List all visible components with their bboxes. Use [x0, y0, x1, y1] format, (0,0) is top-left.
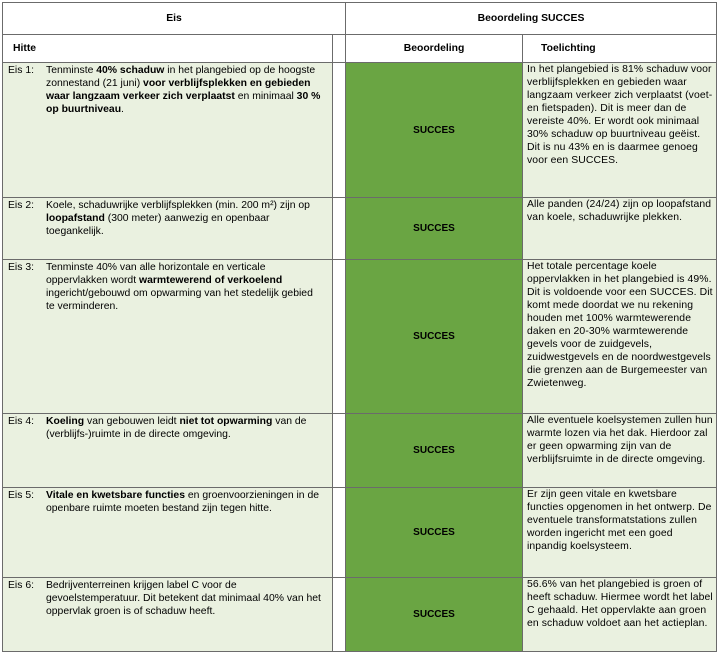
requirement-text-emphasis: Vitale en kwetsbare functies: [46, 490, 185, 501]
requirement-cell: [3, 488, 333, 578]
spacer-cell: [333, 198, 346, 260]
requirement-cell: [3, 63, 333, 198]
score-badge: SUCCES: [346, 198, 523, 260]
requirement-text-fragment: van gebouwen leidt: [84, 416, 180, 427]
spacer-cell: [333, 35, 346, 63]
requirement-text-emphasis: Koeling: [46, 416, 85, 427]
table-row: [3, 578, 717, 652]
requirement-text: [46, 489, 324, 515]
requirement-text-emphasis: niet tot opwarming: [179, 416, 273, 427]
table-row: [3, 488, 717, 578]
requirement-label: Eis 3:: [8, 262, 34, 273]
requirement-cell: [3, 578, 333, 652]
table-row: [3, 260, 717, 414]
spacer-cell: [333, 488, 346, 578]
spacer-cell: [333, 414, 346, 488]
table-row: [3, 414, 717, 488]
explanation-text: Er zijn geen vitale en kwetsbare functies opgenomen in het ontwerp. De eventuele transformatstations zullen worden ingericht met een goed inpandig koelsysteem.: [523, 488, 717, 578]
requirement-label: Eis 4:: [8, 416, 34, 427]
requirement-cell: [3, 414, 333, 488]
requirement-text-fragment: en groenvoorzieningen in de openbare ruimte moeten bestand zijn tegen hitte.: [46, 490, 320, 514]
requirement-text-emphasis: 30 % op buurtniveau: [46, 91, 321, 115]
requirement-text-fragment: Bedrijventerreinen krijgen label C voor de gevoelstemperatuur. Dit betekent dat minimaal 40% van het oppervlak groen is of schaduw heeft.: [46, 580, 321, 617]
requirement-text-fragment: van de (verblijfs-)ruimte in de directe omgeving.: [46, 416, 307, 440]
spacer-cell: [333, 578, 346, 652]
requirement-text-fragment: in het plangebied op de hoogste zonnestand (21 juni): [46, 65, 316, 89]
score-badge: SUCCES: [346, 488, 523, 578]
requirement-text: [46, 415, 324, 441]
requirement-text-fragment: Koele, schaduwrijke verblijfsplekken (min. 200 m²) zijn op: [46, 200, 310, 211]
requirement-text-emphasis: 40% schaduw: [96, 65, 165, 76]
requirement-text: [46, 261, 324, 313]
score-badge: SUCCES: [346, 63, 523, 198]
requirement-text-emphasis: loopafstand: [46, 213, 105, 224]
requirement-text-fragment: (300 meter) aanwezig en openbaar toegankelijk.: [46, 213, 270, 237]
requirement-text-emphasis: voor verblijfsplekken en gebieden waar langzaam verkeer zich verplaatst: [46, 78, 311, 102]
requirement-text-emphasis: warmtewerend of verkoelend: [139, 275, 283, 286]
column-header-beoordeling-succes: Beoordeling SUCCES: [346, 3, 717, 35]
table-row: [3, 198, 717, 260]
score-badge: SUCCES: [346, 260, 523, 414]
requirement-text-fragment: ingericht/gebouwd om opwarming van het stedelijk gebied te verminderen.: [46, 288, 313, 312]
score-badge: SUCCES: [346, 578, 523, 652]
requirement-label: Eis 1:: [8, 65, 34, 76]
requirement-text-fragment: .: [121, 104, 124, 115]
requirement-text: [46, 579, 324, 618]
column-header-eis: Eis: [3, 3, 346, 35]
table-row: [3, 63, 717, 198]
explanation-text: Het totale percentage koele oppervlakken in het plangebied is 49%. Dit is voldoende voor een SUCCES. Dit komt mede doordat we nu rekening houden met 100% warmtewerende daken en 20-30% warmtewerende gevels voor de zuidgevels, zuidwestgevels en de noordwestgevels die grenzen aan de Burgemeester van Zwietenweg.: [523, 260, 717, 414]
requirement-text: [46, 64, 324, 116]
requirement-label: Eis 2:: [8, 200, 34, 211]
requirement-cell: [3, 198, 333, 260]
explanation-text: Alle eventuele koelsystemen zullen hun warmte lozen via het dak. Hierdoor zal er geen opwarming zijn van de verblijfsruimte in de directe omgeving.: [523, 414, 717, 488]
spacer-cell: [333, 260, 346, 414]
requirement-cell: [3, 260, 333, 414]
requirement-text-fragment: Tenminste 40% van alle horizontale en verticale oppervlakken wordt: [46, 262, 266, 286]
score-badge: SUCCES: [346, 414, 523, 488]
requirement-text: [46, 199, 324, 238]
requirements-table: [2, 2, 717, 652]
explanation-text: In het plangebied is 81% schaduw voor verblijfsplekken en gebieden waar langzaam verkeer zich verplaatst (voet- en fietspaden). Dit is meer dan de vereiste 40%. Er wordt ook minimaal 30% schaduw op buurtniveau geëist. Dit is nu 43% en is daarmee genoeg voor een SUCCES.: [523, 63, 717, 198]
explanation-text: Alle panden (24/24) zijn op loopafstand van koele, schaduwrijke plekken.: [523, 198, 717, 260]
explanation-text: 56.6% van het plangebied is groen of heeft schaduw. Hiermee wordt het label C gehaald. Het oppervlakte aan groen en schaduw voldoet aan het actieplan.: [523, 578, 717, 652]
requirement-text-fragment: Tenminste: [46, 65, 97, 76]
category-label: Hitte: [3, 35, 333, 63]
column-header-toelichting: Toelichting: [523, 35, 717, 63]
column-header-beoordeling: Beoordeling: [346, 35, 523, 63]
spacer-cell: [333, 63, 346, 198]
requirement-label: Eis 6:: [8, 580, 34, 591]
requirement-text-fragment: en minimaal: [234, 91, 297, 102]
requirement-label: Eis 5:: [8, 490, 34, 501]
